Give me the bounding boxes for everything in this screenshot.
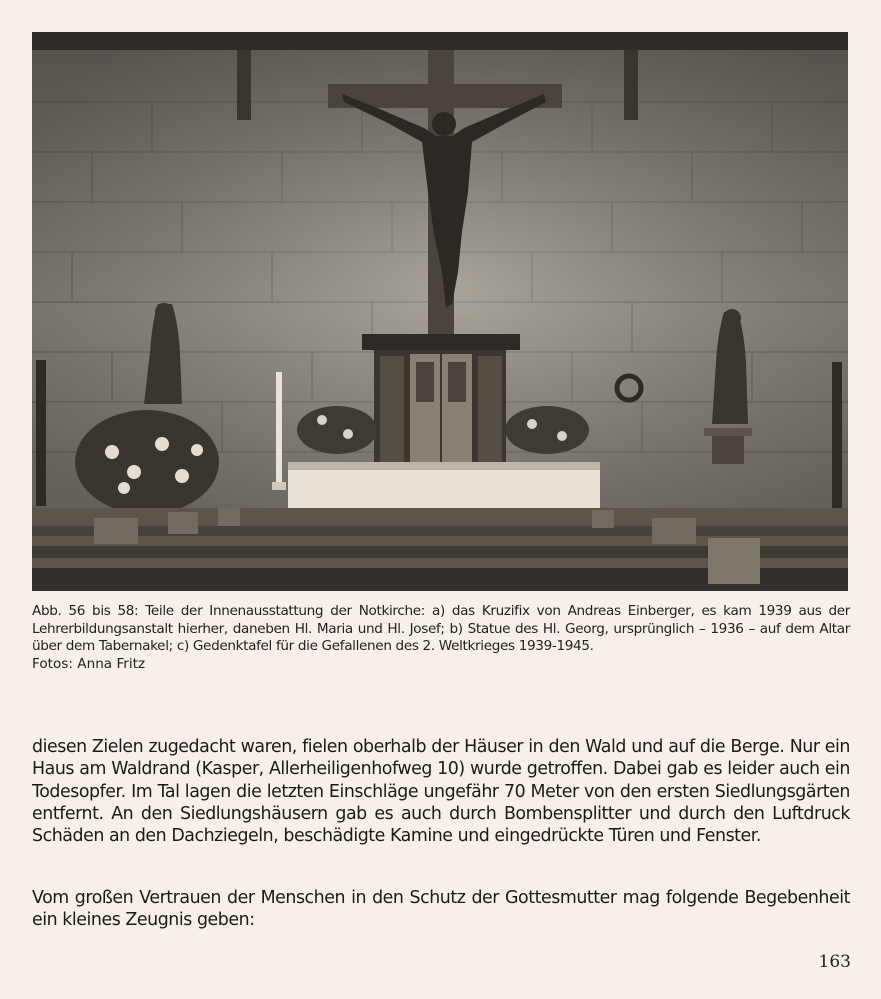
left-flower-arrangement	[75, 410, 219, 514]
ceiling-beam	[32, 32, 848, 50]
body-paragraph-1: diesen Zielen zugedacht waren, fielen oberhalb der Häuser in den Wald und auf die Berge. Nur ein Haus am Waldrand (Kasper, Allerheiligenhofweg 10) wurde getroffen. Dabei gab es leider auch ein Todesopfer. Im Tal lagen die letzten Einschläge ungefähr 70 Meter von den ersten Siedlungsgärten entfernt. An den Siedlungshäusern gab es auch durch Bombensplitter und durch den Luftdruck Schäden an den Dachziegeln, beschädigte Kamine und eingedrückte Türen und Fenster.	[32, 737, 850, 847]
altar-cloth	[288, 468, 600, 508]
candle	[276, 372, 282, 482]
church-pews	[32, 508, 848, 591]
caption-text: Abb. 56 bis 58: Teile der Innenausstattung der Notkirche: a) das Kruzifix von Andreas Einberger, es kam 1939 aus der Lehrerbildungsanstalt hierher, daneben Hl. Maria und Hl. Josef; b) Statue des Hl. Georg, ursprünglich – 1936 – auf dem Altar über dem Tabernakel; c) Gedenktafel für die Gefallenen des 2. Weltkrieges 1939-1945.	[32, 603, 850, 654]
altar-photo-illustration	[32, 32, 848, 591]
altar-photograph	[32, 32, 848, 591]
tabernacle	[362, 334, 520, 468]
photo-credit: Fotos: Anna Fritz	[32, 655, 146, 672]
body-paragraph-2: Vom großen Vertrauen der Menschen in den Schutz der Gottesmutter mag folgende Begebenheit ein kleines Zeugnis geben:	[32, 888, 850, 931]
page-number: 163	[818, 952, 851, 972]
figure-caption	[32, 603, 850, 673]
